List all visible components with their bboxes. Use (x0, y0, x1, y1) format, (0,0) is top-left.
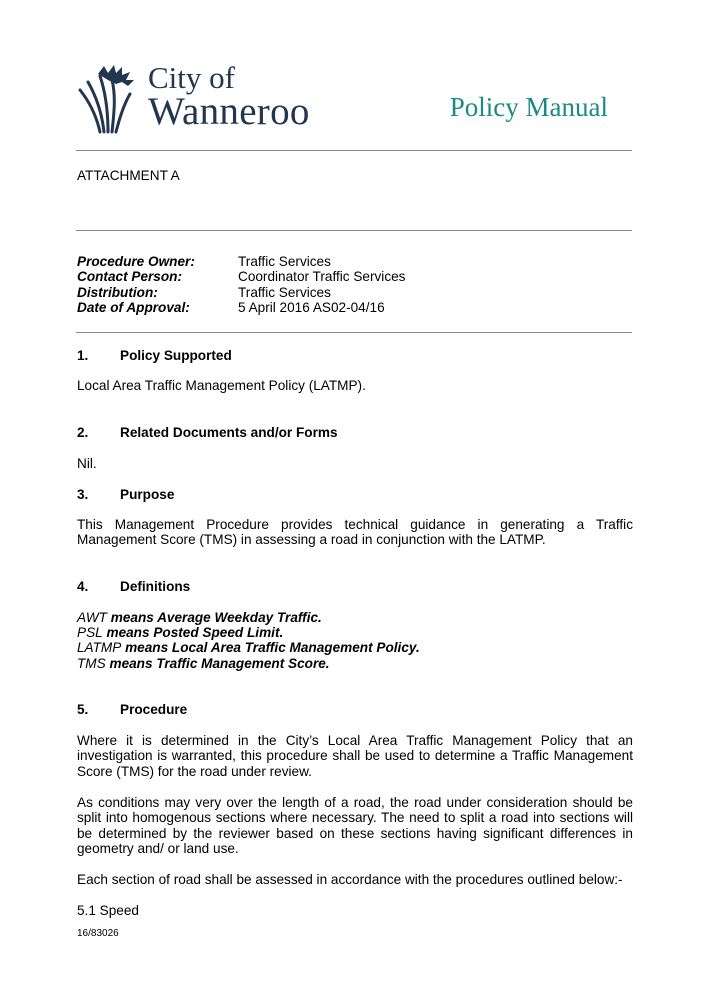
meta-value: 5 April 2016 AS02-04/16 (238, 300, 385, 315)
definition-tms (77, 656, 330, 671)
section-2-body: Nil. (77, 456, 97, 471)
meta-label: Distribution: (77, 285, 158, 300)
section-number: 1. (77, 348, 89, 363)
logo-wanneroo-text: Wanneroo (148, 90, 310, 133)
section-title: Policy Supported (120, 348, 232, 363)
meta-label: Contact Person: (77, 269, 182, 284)
definition-term: PSL (77, 625, 103, 640)
section-number: 4. (77, 579, 89, 594)
procedure-paragraph-3: Each section of road shall be assessed in accordance with the procedures outlined below:- (77, 872, 623, 887)
section-heading-5 (77, 702, 187, 717)
section-title: Purpose (120, 487, 175, 502)
definition-meaning: means Local Area Traffic Management Policy. (121, 640, 420, 655)
logo-city-text: City of (148, 60, 235, 95)
meta-label: Procedure Owner: (77, 254, 195, 269)
policy-manual-title: Policy Manual (449, 92, 608, 122)
definition-meaning: means Posted Speed Limit. (102, 625, 284, 640)
meta-label: Date of Approval: (77, 300, 190, 315)
definition-psl (77, 625, 283, 640)
section-number: 2. (77, 425, 89, 440)
meta-value: Traffic Services (238, 285, 331, 300)
section-title: Related Documents and/or Forms (120, 425, 338, 440)
section-1-body: Local Area Traffic Management Policy (LATMP). (77, 378, 366, 393)
definition-term: TMS (77, 656, 106, 671)
definition-term: AWT (77, 610, 107, 625)
procedure-paragraph-1: Where it is determined in the City’s Local Area Traffic Management Policy that an investigation is warranted, this procedure shall be used to determine a Traffic Management Score (TMS) for the road under review. (77, 733, 633, 779)
section-number: 3. (77, 487, 89, 502)
section-heading-2 (77, 425, 338, 440)
document-reference: 16/83026 (77, 928, 119, 939)
reed-emblem-icon (78, 64, 144, 134)
city-logo (78, 62, 328, 134)
section-3-body: This Management Procedure provides technical guidance in generating a Traffic Management Score (TMS) in assessing a road in conjunction with the LATMP. (77, 517, 633, 548)
definition-meaning: means Traffic Management Score. (105, 656, 330, 671)
subheading-speed: 5.1 Speed (77, 903, 139, 918)
attachment-label: ATTACHMENT A (77, 168, 180, 183)
meta-divider (76, 332, 632, 333)
definition-meaning: means Average Weekday Traffic. (106, 610, 322, 625)
header-divider (76, 150, 632, 151)
section-heading-4 (77, 579, 190, 594)
definition-term: LATMP (77, 640, 122, 655)
section-heading-3 (77, 487, 174, 502)
section-number: 5. (77, 702, 89, 717)
section-title: Definitions (120, 579, 191, 594)
section-heading-1 (77, 348, 232, 363)
procedure-paragraph-2: As conditions may very over the length of a road, the road under consideration should be split into homogenous sections where necessary. The need to split a road into sections will be determined by the reviewer based on these sections having significant differences in geometry and/ or land use. (77, 795, 633, 856)
definition-latmp (77, 640, 420, 655)
meta-value: Traffic Services (238, 254, 331, 269)
meta-value: Coordinator Traffic Services (238, 269, 406, 284)
section-title: Procedure (120, 702, 188, 717)
definition-awt (77, 610, 322, 625)
attachment-divider (76, 230, 632, 231)
